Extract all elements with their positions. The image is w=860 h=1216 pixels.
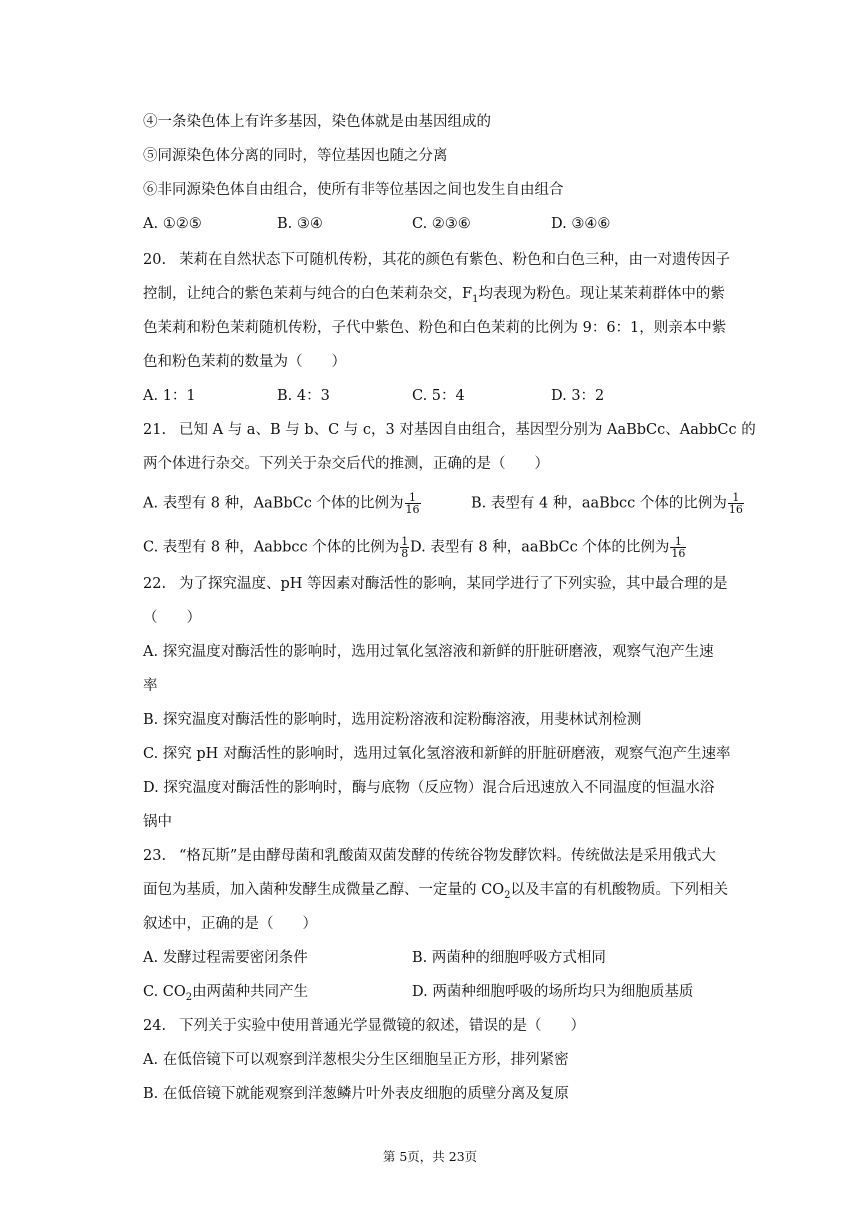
q23-number: 23. (143, 848, 167, 864)
q23-line-2: 面包为基质，加入菌种发酵生成微量乙醇、一定量的 $CO_2$以及丰富的有机酸物质。下列相关 (143, 882, 728, 901)
q21-option-b: B. 表型有 4 种，aaBbcc 个体的比例为 $\frac{1}{16}$ (471, 491, 743, 516)
q21-line-1: 21. 已知 A 与 a、B 与 b、C 与 c，3 对基因自由组合，基因型分别为 AaBbCc、AabbCc 的 (143, 422, 756, 438)
q19-option-c: C. ②③⑥ (412, 216, 471, 232)
q23-line-1: 23. “格瓦斯”是由酵母菌和乳酸菌双菌发酵的传统谷物发酵饮料。传统做法是采用俄式大 (143, 848, 716, 864)
q19-option-b: B. ③④ (277, 216, 323, 232)
q23-option-a: A. 发酵过程需要密闭条件 (143, 950, 308, 966)
q19-option-a: A. ①②⑤ (143, 216, 202, 232)
q22-option-a-cont: 率 (143, 678, 158, 694)
statement-5: ⑤同源染色体分离的同时，等位基因也随之分离 (143, 148, 448, 164)
q20-option-c: C. 5：4 (412, 388, 465, 404)
q21-number: 21. (143, 422, 167, 438)
q22-option-d-cont: 锅中 (143, 814, 172, 830)
q24-option-a: A. 在低倍镜下可以观察到洋葱根尖分生区细胞呈正方形，排列紧密 (143, 1052, 569, 1068)
fraction: $\frac{1}{8}$ (401, 535, 409, 560)
q23-option-c: C. $CO_2$由两菌种共同产生 (143, 984, 309, 1003)
q21-option-c: C. 表型有 8 种，Aabbcc 个体的比例为 $\frac{1}{8}$ (143, 535, 409, 560)
q24-line-1: 24. 下列关于实验中使用普通光学显微镜的叙述，错误的是（ ） (143, 1018, 585, 1034)
q21-option-d: D. 表型有 8 种，aaBbCc 个体的比例为 $\frac{1}{16}$ (410, 535, 686, 560)
statement-4: ④一条染色体上有许多基因，染色体就是由基因组成的 (143, 114, 491, 130)
q20-option-b: B. 4：3 (277, 388, 330, 404)
q20-line-1: 20. 茉莉在自然状态下可随机传粉，其花的颜色有紫色、粉色和白色三种，由一对遗传因子 (143, 252, 730, 268)
q20-option-a: A. 1：1 (143, 388, 196, 404)
q20-line-4: 色和粉色茉莉的数量为（ ） (143, 354, 346, 370)
q21-line-2: 两个体进行杂交。下列关于杂交后代的推测，正确的是（ ） (143, 456, 549, 472)
q24-number: 24. (143, 1018, 167, 1034)
q24-option-b: B. 在低倍镜下就能观察到洋葱鳞片叶外表皮细胞的质壁分离及复原 (143, 1086, 569, 1102)
q20-option-d: D. 3：2 (551, 388, 605, 404)
q22-option-b: B. 探究温度对酶活性的影响时，选用淀粉溶液和淀粉酶溶液，用斐林试剂检测 (143, 712, 642, 728)
q20-number: 20. (143, 252, 167, 268)
q22-line-1: 22. 为了探究温度、pH 等因素对酶活性的影响，某同学进行了下列实验，其中最合理的是 (143, 576, 728, 592)
q23-option-b: B. 两菌种的细胞呼吸方式相同 (412, 950, 606, 966)
fraction: $\frac{1}{16}$ (405, 491, 420, 516)
page-footer: 第 5页，共 23页 (382, 1149, 478, 1164)
q22-line-2: （ ） (143, 610, 201, 626)
fraction: $\frac{1}{16}$ (728, 491, 743, 516)
q23-option-d: D. 两菌种细胞呼吸的场所均只为细胞质基质 (412, 984, 694, 1000)
q23-line-3: 叙述中，正确的是（ ） (143, 916, 317, 932)
fraction: $\frac{1}{16}$ (671, 535, 686, 560)
q22-option-a: A. 探究温度对酶活性的影响时，选用过氧化氢溶液和新鲜的肝脏研磨液，观察气泡产生速 (143, 644, 714, 660)
q22-option-d: D. 探究温度对酶活性的影响时，酶与底物（反应物）混合后迅速放入不同温度的恒温水浴 (143, 780, 715, 796)
q21-option-a: A. 表型有 8 种，AaBbCc 个体的比例为 $\frac{1}{16}$ (143, 491, 420, 516)
q20-line-3: 色茉莉和粉色茉莉随机传粉，子代中紫色、粉色和白色茉莉的比例为 9：6：1，则亲本中紫 (143, 320, 727, 336)
statement-6: ⑥非同源染色体自由组合，使所有非等位基因之间也发生自由组合 (143, 182, 564, 198)
q22-option-c: C. 探究 pH 对酶活性的影响时，选用过氧化氢溶液和新鲜的肝脏研磨液，观察气泡产生速率 (143, 746, 731, 762)
q19-option-d: D. ③④⑥ (551, 216, 611, 232)
q20-line-2: 控制，让纯合的紫色茉莉与纯合的白色茉莉杂交，$F_1$均表现为粉色。现让某茉莉群体中的紫 (143, 286, 725, 305)
q22-number: 22. (143, 576, 167, 592)
